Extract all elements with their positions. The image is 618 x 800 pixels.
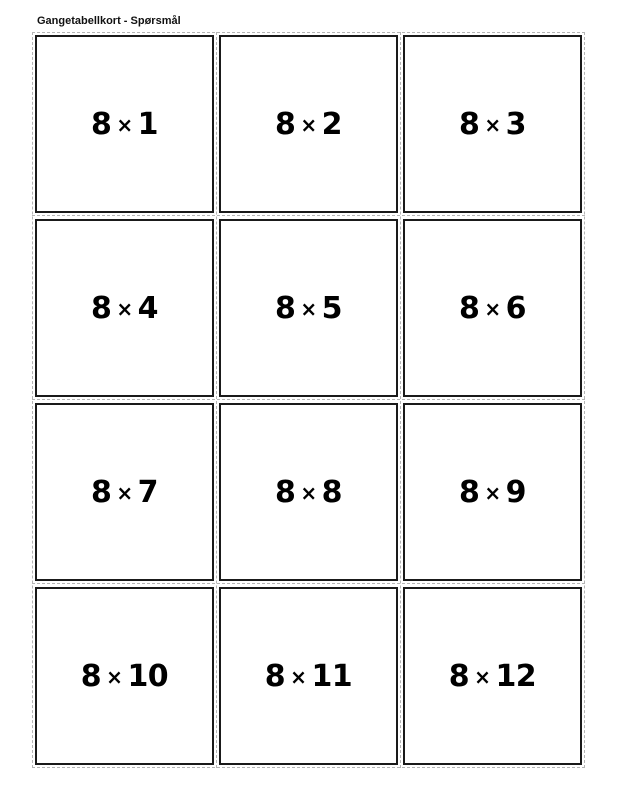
flashcard bbox=[403, 219, 582, 397]
flashcard bbox=[403, 587, 582, 765]
flashcard bbox=[219, 219, 398, 397]
times-sign: × bbox=[300, 297, 317, 321]
times-sign: × bbox=[484, 297, 501, 321]
times-sign: × bbox=[474, 665, 491, 689]
factor-right: 8 bbox=[321, 474, 342, 510]
factor-left: 8 bbox=[274, 106, 296, 142]
factor-right: 5 bbox=[321, 290, 342, 326]
times-sign: × bbox=[116, 113, 133, 137]
times-sign: × bbox=[116, 297, 133, 321]
factor-right: 3 bbox=[505, 106, 526, 142]
factor-left: 8 bbox=[448, 658, 470, 694]
multiplication-question bbox=[449, 659, 536, 694]
flashcard bbox=[219, 587, 398, 765]
factor-left: 8 bbox=[264, 658, 286, 694]
flashcard-grid bbox=[35, 35, 582, 765]
times-sign: × bbox=[106, 665, 123, 689]
factor-right: 7 bbox=[137, 474, 158, 510]
flashcard bbox=[35, 403, 214, 581]
page-title: Gangetabellkort - Spørsmål bbox=[37, 15, 181, 27]
factor-left: 8 bbox=[274, 474, 296, 510]
multiplication-question bbox=[91, 107, 158, 142]
multiplication-question bbox=[265, 659, 352, 694]
multiplication-question bbox=[275, 107, 342, 142]
factor-right: 10 bbox=[127, 658, 169, 694]
times-sign: × bbox=[484, 113, 501, 137]
times-sign: × bbox=[300, 481, 317, 505]
factor-right: 6 bbox=[505, 290, 526, 326]
flashcard bbox=[35, 587, 214, 765]
multiplication-question bbox=[459, 291, 526, 326]
factor-right: 12 bbox=[495, 658, 537, 694]
multiplication-question bbox=[459, 475, 526, 510]
factor-left: 8 bbox=[274, 290, 296, 326]
times-sign: × bbox=[116, 481, 133, 505]
flashcard bbox=[35, 219, 214, 397]
multiplication-question bbox=[91, 475, 158, 510]
flashcard bbox=[403, 35, 582, 213]
flashcard bbox=[219, 403, 398, 581]
multiplication-question bbox=[81, 659, 168, 694]
factor-left: 8 bbox=[458, 290, 480, 326]
factor-right: 1 bbox=[137, 106, 158, 142]
times-sign: × bbox=[300, 113, 317, 137]
multiplication-question bbox=[459, 107, 526, 142]
times-sign: × bbox=[484, 481, 501, 505]
factor-left: 8 bbox=[80, 658, 102, 694]
factor-left: 8 bbox=[90, 290, 112, 326]
factor-right: 11 bbox=[311, 658, 353, 694]
flashcard bbox=[35, 35, 214, 213]
factor-left: 8 bbox=[458, 474, 480, 510]
flashcard bbox=[219, 35, 398, 213]
times-sign: × bbox=[290, 665, 307, 689]
multiplication-question bbox=[275, 291, 342, 326]
factor-left: 8 bbox=[90, 474, 112, 510]
multiplication-question bbox=[91, 291, 158, 326]
factor-left: 8 bbox=[90, 106, 112, 142]
factor-right: 2 bbox=[321, 106, 342, 142]
factor-left: 8 bbox=[458, 106, 480, 142]
multiplication-question bbox=[275, 475, 342, 510]
factor-right: 9 bbox=[505, 474, 526, 510]
flashcard bbox=[403, 403, 582, 581]
factor-right: 4 bbox=[137, 290, 158, 326]
